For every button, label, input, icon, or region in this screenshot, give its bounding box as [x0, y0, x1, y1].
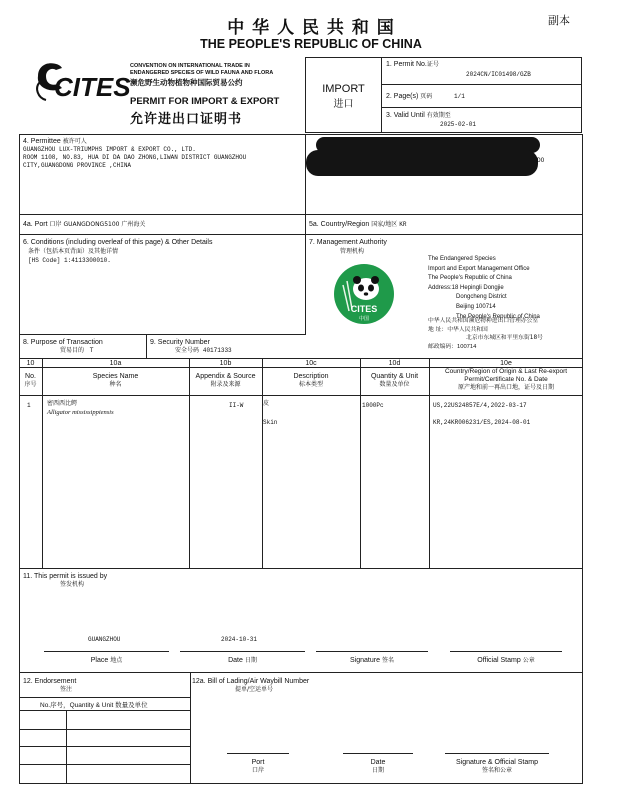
permit-title-cn: 允许进出口证明书	[130, 112, 243, 127]
col-num-10a: 10a	[109, 360, 122, 367]
col-num-10b: 10b	[219, 360, 232, 367]
endorsement-label: 12. Endorsement	[23, 678, 77, 685]
redacted-mark	[306, 150, 538, 176]
col-num-10e: 10e	[500, 360, 512, 367]
authority-label: 7. Management Authority	[309, 239, 387, 246]
cites-china-logo-text: CITES	[350, 304, 378, 314]
place-label: Place 地点	[90, 657, 123, 664]
col-num-10: 10	[26, 360, 35, 367]
origin-2: KR,24KR006231/ES,2024-08-01	[433, 419, 531, 426]
conditions-label-cn: 条件（包括本页背面）及其他详情	[28, 248, 119, 255]
permit-title-en: PERMIT FOR IMPORT & EXPORT	[130, 96, 280, 107]
valid-label: 3. Valid Until 有效期至	[386, 112, 451, 119]
desc-en: Skin	[263, 419, 278, 426]
pages-value: 1/1	[454, 93, 465, 100]
desc-cn: 皮	[263, 400, 270, 407]
cites-china-logo	[333, 263, 395, 325]
bill-label: 12a. Bill of Lading/Air Waybill Number	[192, 678, 310, 685]
species-cn: 密西西比鳄	[47, 400, 78, 407]
appendix-value: II-W	[229, 402, 244, 409]
header-species: Species Name 种名	[92, 373, 139, 388]
copy-mark: 副本	[548, 14, 570, 27]
col-num-10d: 10d	[388, 360, 401, 367]
issued-label: 11. This permit is issued by	[23, 573, 108, 580]
cites-china-logo-cn: 中国	[358, 316, 370, 322]
header-quantity: Quantity & Unit 数量及单位	[370, 373, 419, 388]
permittee-address: GUANGZHOU LUX-TRIUMPHS IMPORT & EXPORT CO., LTD. ROOM 1108, NO.83, HUA DI DA DAO ZHONG,LIWAN DISTRICT GUANGZHOU CITY,GUANGDONG PROVINCE ,CHINA	[23, 146, 247, 169]
form-frame	[19, 134, 583, 784]
country-field: 5a. Country/Region 国家/地区 KR	[309, 221, 407, 228]
header-description: Description 标本类型	[293, 373, 329, 388]
header-no: No. 序号	[24, 373, 37, 388]
footer-date: Date 日期	[370, 759, 386, 774]
permittee-label: 4. Permittee 被许可人	[23, 138, 87, 145]
date-label: Date 日期	[228, 657, 257, 664]
convention-en: CONVENTION ON INTERNATIONAL TRADE IN ENDANGERED SPECIES OF WILD FAUNA AND FLORA	[130, 63, 274, 76]
permit-no-label: 1. Permit No.证号	[386, 61, 439, 68]
title-en: THE PEOPLE'S REPUBLIC OF CHINA	[200, 37, 422, 51]
row-no: 1	[27, 402, 31, 409]
purpose-label: 8. Purpose of Transaction	[23, 339, 103, 346]
issued-label-cn: 签发机构	[60, 581, 85, 588]
permit-no-value: 2024CN/IC01498/GZB	[466, 71, 531, 78]
place-value: GUANGZHOU	[88, 636, 121, 643]
footer-signature: Signature & Official Stamp 签名和公章	[456, 759, 538, 774]
port-field: 4a. Port 口岸 GUANGDONG5100 广州海关	[23, 221, 146, 228]
header-origin: Country/Region of Origin & Last Re-export Permit/Certificate No. & Date 原产地和前一再出口地，证号及日期	[444, 368, 568, 392]
title-cn: 中 华 人 民 共 和 国	[227, 18, 395, 38]
import-box: IMPORT 进口	[305, 57, 382, 133]
authority-address-en: The Endangered Species Import and Export Management Office The People's Republic of China Address:18 Hepingli Dongjie Dongcheng District Beijing 100714 The People's Republic of China	[428, 256, 540, 320]
convention-cn: 濒危野生动物植物种国际贸易公约	[130, 78, 243, 87]
quantity-value: 1000Pc	[362, 402, 384, 409]
pages-label: 2. Page(s) 页码	[386, 93, 433, 100]
authority-label-cn: 管理机构	[340, 248, 365, 255]
permittee-right-fragment: DO	[537, 157, 545, 164]
valid-value: 2025-02-01	[440, 121, 477, 128]
origin-1: US,22US24857E/4,2022-03-17	[433, 402, 527, 409]
cites-logo-text: CITES	[54, 72, 131, 102]
signature-label: Signature 签名	[350, 657, 394, 664]
security-label: 9. Security Number	[150, 339, 210, 346]
security-value: 安全号码 40171333	[175, 347, 232, 354]
date-value: 2024-10-31	[221, 636, 258, 643]
endorse-table-header: No.序号，Quantity & Unit 数量及单位	[40, 702, 148, 709]
authority-address-cn: 中华人民共和国濒危物种进出口管理办公室 地 址：中华人民共和国 北京市东城区和平里东街18号 邮政编码：100714	[428, 318, 543, 350]
col-num-10c: 10c	[305, 360, 317, 367]
conditions-label: 6. Conditions (including overleaf of this page) & Other Details	[23, 239, 213, 246]
purpose-value: 贸易目的 T	[60, 347, 94, 354]
bill-label-cn: 提单/空运单号	[235, 686, 274, 693]
stamp-label: Official Stamp 公章	[477, 657, 535, 664]
hs-code: [HS Code] 1:4113300010.	[28, 257, 111, 264]
footer-port: Port 口岸	[251, 759, 265, 774]
cites-logo	[32, 58, 131, 108]
species-latin: Alligator mississippiensis	[47, 409, 114, 416]
endorsement-label-cn: 签注	[60, 686, 73, 693]
header-appendix: Appendix & Source 附录及来源	[195, 373, 256, 388]
